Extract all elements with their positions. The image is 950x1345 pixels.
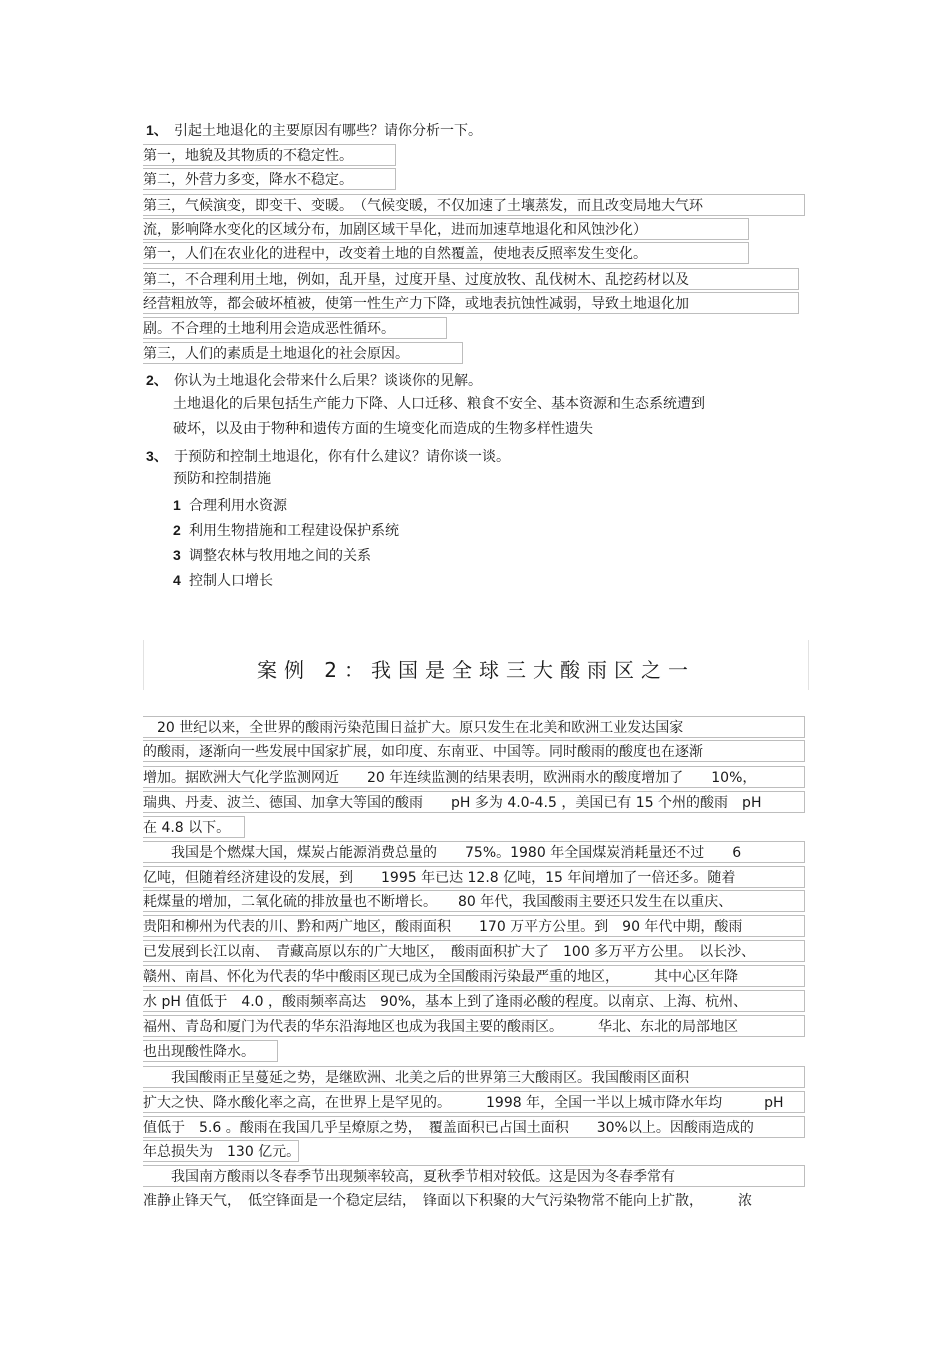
case-line-12: 水 pH 值低于 4.0 ，酸雨频率高达 90%，基本上到了逢雨必酸的程度。以南京、上海、杭州、 bbox=[143, 990, 805, 1012]
question-1-number: 1、 bbox=[146, 122, 168, 138]
list-item bbox=[173, 496, 287, 515]
q2-answer-line-1: 土地退化的后果包括生产能力下降、人口迁移、粮食不安全、基本资源和生态系统遭到 bbox=[173, 396, 705, 412]
case-line-16: 扩大之快、降水酸化率之高，在世界上是罕见的。 1998 年，全国一半以上城市降水年均 pH bbox=[143, 1091, 805, 1113]
case-line-7: 亿吨，但随着经济建设的发展，到 1995 年已达 12.8 亿吨，15 年间增加了一倍还多。随着 bbox=[143, 866, 805, 888]
q3-intro: 预防和控制措施 bbox=[173, 471, 271, 487]
case-line-4: 瑞典、丹麦、波兰、德国、加拿大等国的酸雨 pH 多为 4.0-4.5 ，美国已有 15 个州的酸雨 pH bbox=[143, 791, 805, 813]
case-line-3: 增加。据欧洲大气化学监测网近 20 年连续监测的结果表明，欧洲雨水的酸度增加了 10%， bbox=[143, 766, 805, 788]
case-line-6: 我国是个燃煤大国，煤炭占能源消费总量的 75%。1980 年全国煤炭消耗量还不过 6 bbox=[143, 841, 805, 863]
list-item-number: 4 bbox=[173, 572, 181, 588]
list-item bbox=[173, 571, 273, 590]
case-line-2: 的酸雨，逐渐向一些发展中国家扩展，如印度、东南亚、中国等。同时酸雨的酸度也在逐渐 bbox=[143, 740, 805, 762]
q2-answer-line-2: 破坏，以及由于物种和遗传方面的生境变化而造成的生物多样性遗失 bbox=[173, 421, 593, 437]
list-item-text: 调整农林与牧用地之间的关系 bbox=[189, 548, 371, 564]
case-title: 案例 2：我国是全球三大酸雨区之一 bbox=[256, 658, 696, 682]
q1-answer-line-9: 第三，人们的素质是土地退化的社会原因。 bbox=[143, 342, 463, 364]
list-item bbox=[173, 546, 371, 565]
case-line-5: 在 4.8 以下。 bbox=[143, 816, 245, 838]
question-1 bbox=[146, 121, 482, 140]
list-item-number: 2 bbox=[173, 522, 181, 538]
case-line-13: 福州、青岛和厦门为代表的华东沿海地区也成为我国主要的酸雨区。 华北、东北的局部地区 bbox=[143, 1015, 805, 1037]
case-line-11: 赣州、南昌、怀化为代表的华中酸雨区现已成为全国酸雨污染最严重的地区， 其中心区年降 bbox=[143, 965, 805, 987]
case-line-14: 也出现酸性降水。 bbox=[143, 1040, 278, 1062]
case-line-10: 已发展到长江以南、 青藏高原以东的广大地区， 酸雨面积扩大了 100 多万平方公里。 以长沙、 bbox=[143, 940, 805, 962]
list-item-text: 利用生物措施和工程建设保护系统 bbox=[189, 523, 399, 539]
q1-answer-line-7: 经营粗放等，都会破坏植被，使第一性生产力下降，或地表抗蚀性减弱，导致土地退化加 bbox=[143, 292, 799, 314]
case-line-8: 耗煤量的增加，二氧化硫的排放量也不断增长。 80 年代，我国酸雨主要还只发生在以重庆、 bbox=[143, 890, 805, 912]
list-item-number: 1 bbox=[173, 497, 181, 513]
list-item-text: 控制人口增长 bbox=[189, 573, 273, 589]
q1-answer-line-6: 第二，不合理利用土地，例如，乱开垦，过度开垦、过度放牧、乱伐树木、乱挖药材以及 bbox=[143, 268, 799, 290]
question-2-text: 你认为土地退化会带来什么后果？谈谈你的见解。 bbox=[174, 373, 482, 389]
list-item-text: 合理利用水资源 bbox=[189, 498, 287, 514]
q1-answer-line-3: 第三，气候演变，即变干、变暖。 （气候变暖，不仅加速了土壤蒸发，而且改变局地大气环 bbox=[143, 194, 805, 216]
question-3-text: 于预防和控制土地退化，你有什么建议？请你谈一谈。 bbox=[174, 449, 510, 465]
case-title-box bbox=[143, 640, 809, 690]
case-line-1: 20 世纪以来，全世界的酸雨污染范围日益扩大。原只发生在北美和欧洲工业发达国家 bbox=[143, 716, 805, 738]
case-line-17: 值低于 5.6 。酸雨在我国几乎呈燎原之势， 覆盖面积已占国土面积 30%以上。因酸雨造成的 bbox=[143, 1116, 805, 1138]
case-line-18: 年总损失为 130 亿元。 bbox=[143, 1140, 299, 1162]
list-item bbox=[173, 521, 399, 540]
q1-answer-line-5: 第一，人们在农业化的进程中，改变着土地的自然覆盖，使地表反照率发生变化。 bbox=[143, 242, 749, 264]
q1-answer-line-1: 第一，地貌及其物质的不稳定性。 bbox=[143, 144, 396, 166]
q1-answer-line-4: 流，影响降水变化的区域分布，加剧区域干旱化，进而加速草地退化和风蚀沙化） bbox=[143, 218, 749, 240]
list-item-number: 3 bbox=[173, 547, 181, 563]
case-line-19: 我国南方酸雨以冬春季节出现频率较高，夏秋季节相对较低。这是因为冬春季常有 bbox=[143, 1165, 805, 1187]
question-1-text: 引起土地退化的主要原因有哪些？请你分析一下。 bbox=[174, 123, 482, 139]
q1-answer-line-8: 剧。不合理的土地利用会造成恶性循环。 bbox=[143, 317, 447, 339]
q1-answer-line-2: 第二，外营力多变，降水不稳定。 bbox=[143, 168, 396, 190]
case-line-9: 贵阳和柳州为代表的川、黔和两广地区，酸雨面积 170 万平方公里。到 90 年代中期，酸雨 bbox=[143, 915, 805, 937]
case-line-20: 准静止锋天气， 低空锋面是一个稳定层结， 锋面以下积聚的大气污染物常不能向上扩散， 浓 bbox=[143, 1193, 752, 1209]
question-3 bbox=[146, 447, 510, 466]
question-3-number: 3、 bbox=[146, 448, 168, 464]
question-2 bbox=[146, 371, 482, 390]
question-2-number: 2、 bbox=[146, 372, 168, 388]
case-line-15: 我国酸雨正呈蔓延之势，是继欧洲、北美之后的世界第三大酸雨区。我国酸雨区面积 bbox=[143, 1066, 805, 1088]
